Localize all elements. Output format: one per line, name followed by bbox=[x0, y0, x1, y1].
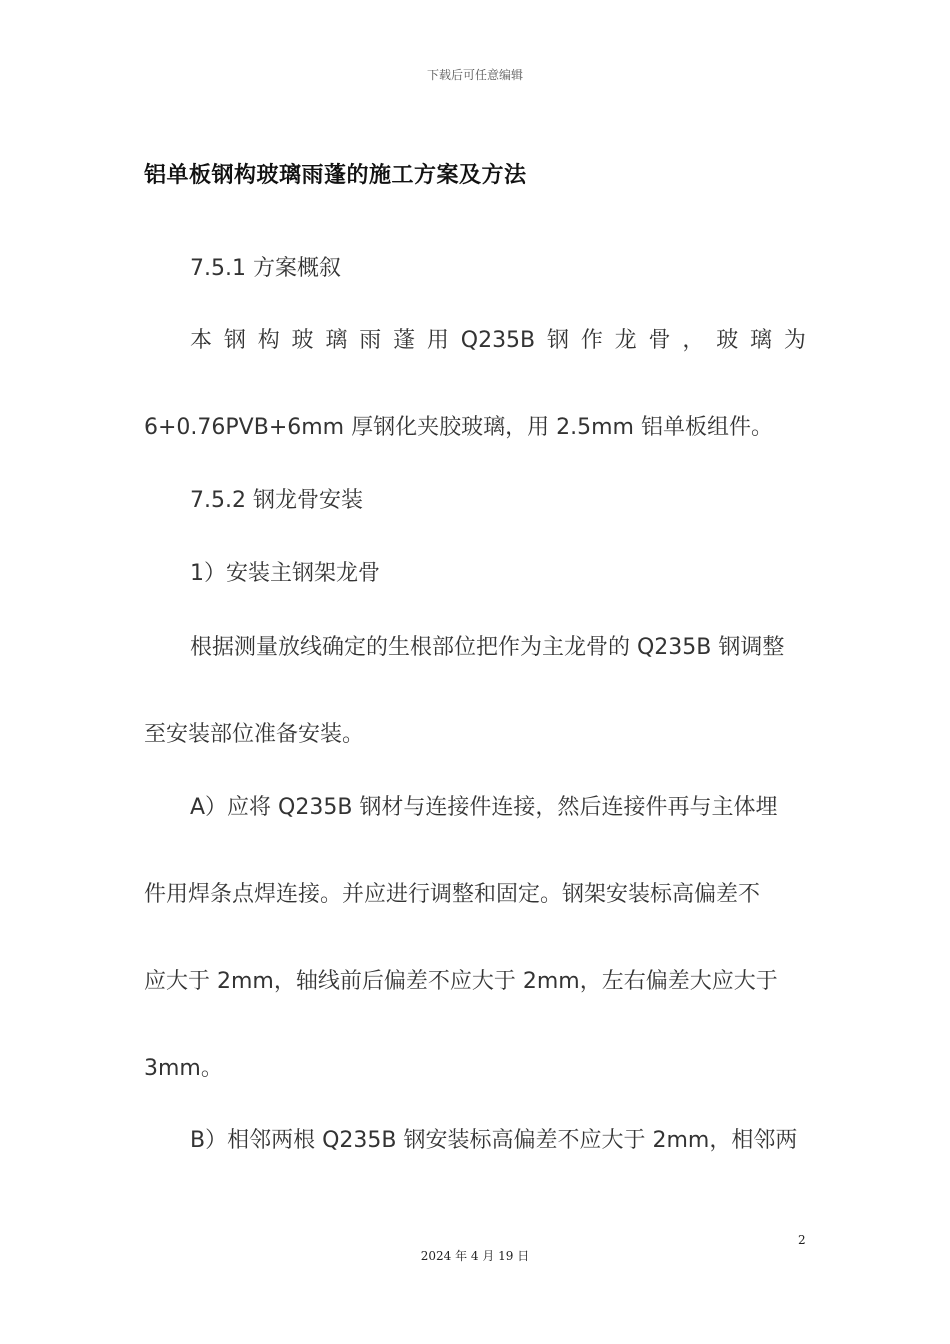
paragraph-1-word: Q235B bbox=[460, 328, 536, 353]
paragraph-1-word: 用 bbox=[426, 328, 449, 353]
paragraph-1-word: 为 bbox=[783, 328, 806, 353]
paragraph-1-word: 骨 bbox=[648, 328, 671, 353]
paragraph-1-word: 钢 bbox=[546, 328, 569, 353]
paragraph-a-line-3: 应大于 2mm，轴线前后偏差不应大于 2mm，左右偏差大应大于 bbox=[144, 969, 778, 994]
document-title: 铝单板钢构玻璃雨蓬的施工方案及方法 bbox=[144, 163, 527, 188]
list-item-1: 1）安装主钢架龙骨 bbox=[190, 561, 380, 586]
paragraph-1-line-1 bbox=[190, 326, 806, 356]
paragraph-a-line-4: 3mm。 bbox=[144, 1056, 223, 1081]
paragraph-1-word: 璃 bbox=[325, 328, 348, 353]
paragraph-a-line-1: A）应将 Q235B 钢材与连接件连接，然后连接件再与主体埋 bbox=[190, 795, 778, 820]
paragraph-b-line-1: B）相邻两根 Q235B 钢安装标高偏差不应大于 2mm，相邻两 bbox=[190, 1128, 798, 1153]
paragraph-1-line-2: 6+0.76PVB+6mm 厚钢化夹胶玻璃，用 2.5mm 铝单板组件。 bbox=[144, 415, 773, 440]
paragraph-a-line-2: 件用焊条点焊连接。并应进行调整和固定。钢架安装标高偏差不 bbox=[144, 882, 761, 907]
paragraph-1-word: 雨 bbox=[359, 328, 382, 353]
paragraph-1-word: 钢 bbox=[223, 328, 246, 353]
paragraph-1-word: 作 bbox=[580, 328, 603, 353]
section-heading-752: 7.5.2 钢龙骨安装 bbox=[190, 488, 363, 513]
paragraph-2-line-1: 根据测量放线确定的生根部位把作为主龙骨的 Q235B 钢调整 bbox=[190, 635, 785, 660]
paragraph-1-word: ， bbox=[682, 328, 705, 353]
section-heading-751: 7.5.1 方案概叙 bbox=[190, 256, 341, 281]
paragraph-1-word: 本 bbox=[190, 328, 213, 353]
paragraph-1-word: 璃 bbox=[750, 328, 773, 353]
paragraph-1-word: 蓬 bbox=[393, 328, 416, 353]
paragraph-1-word: 玻 bbox=[716, 328, 739, 353]
paragraph-2-line-2: 至安装部位准备安装。 bbox=[144, 722, 365, 747]
paragraph-1-word: 构 bbox=[257, 328, 280, 353]
footer-date: 2024 年 4 月 19 日 bbox=[420, 1249, 530, 1263]
page-header: 下载后可任意编辑 bbox=[426, 68, 523, 82]
paragraph-1-word: 龙 bbox=[614, 328, 637, 353]
paragraph-1-word: 玻 bbox=[291, 328, 314, 353]
page-number: 2 bbox=[798, 1233, 806, 1247]
